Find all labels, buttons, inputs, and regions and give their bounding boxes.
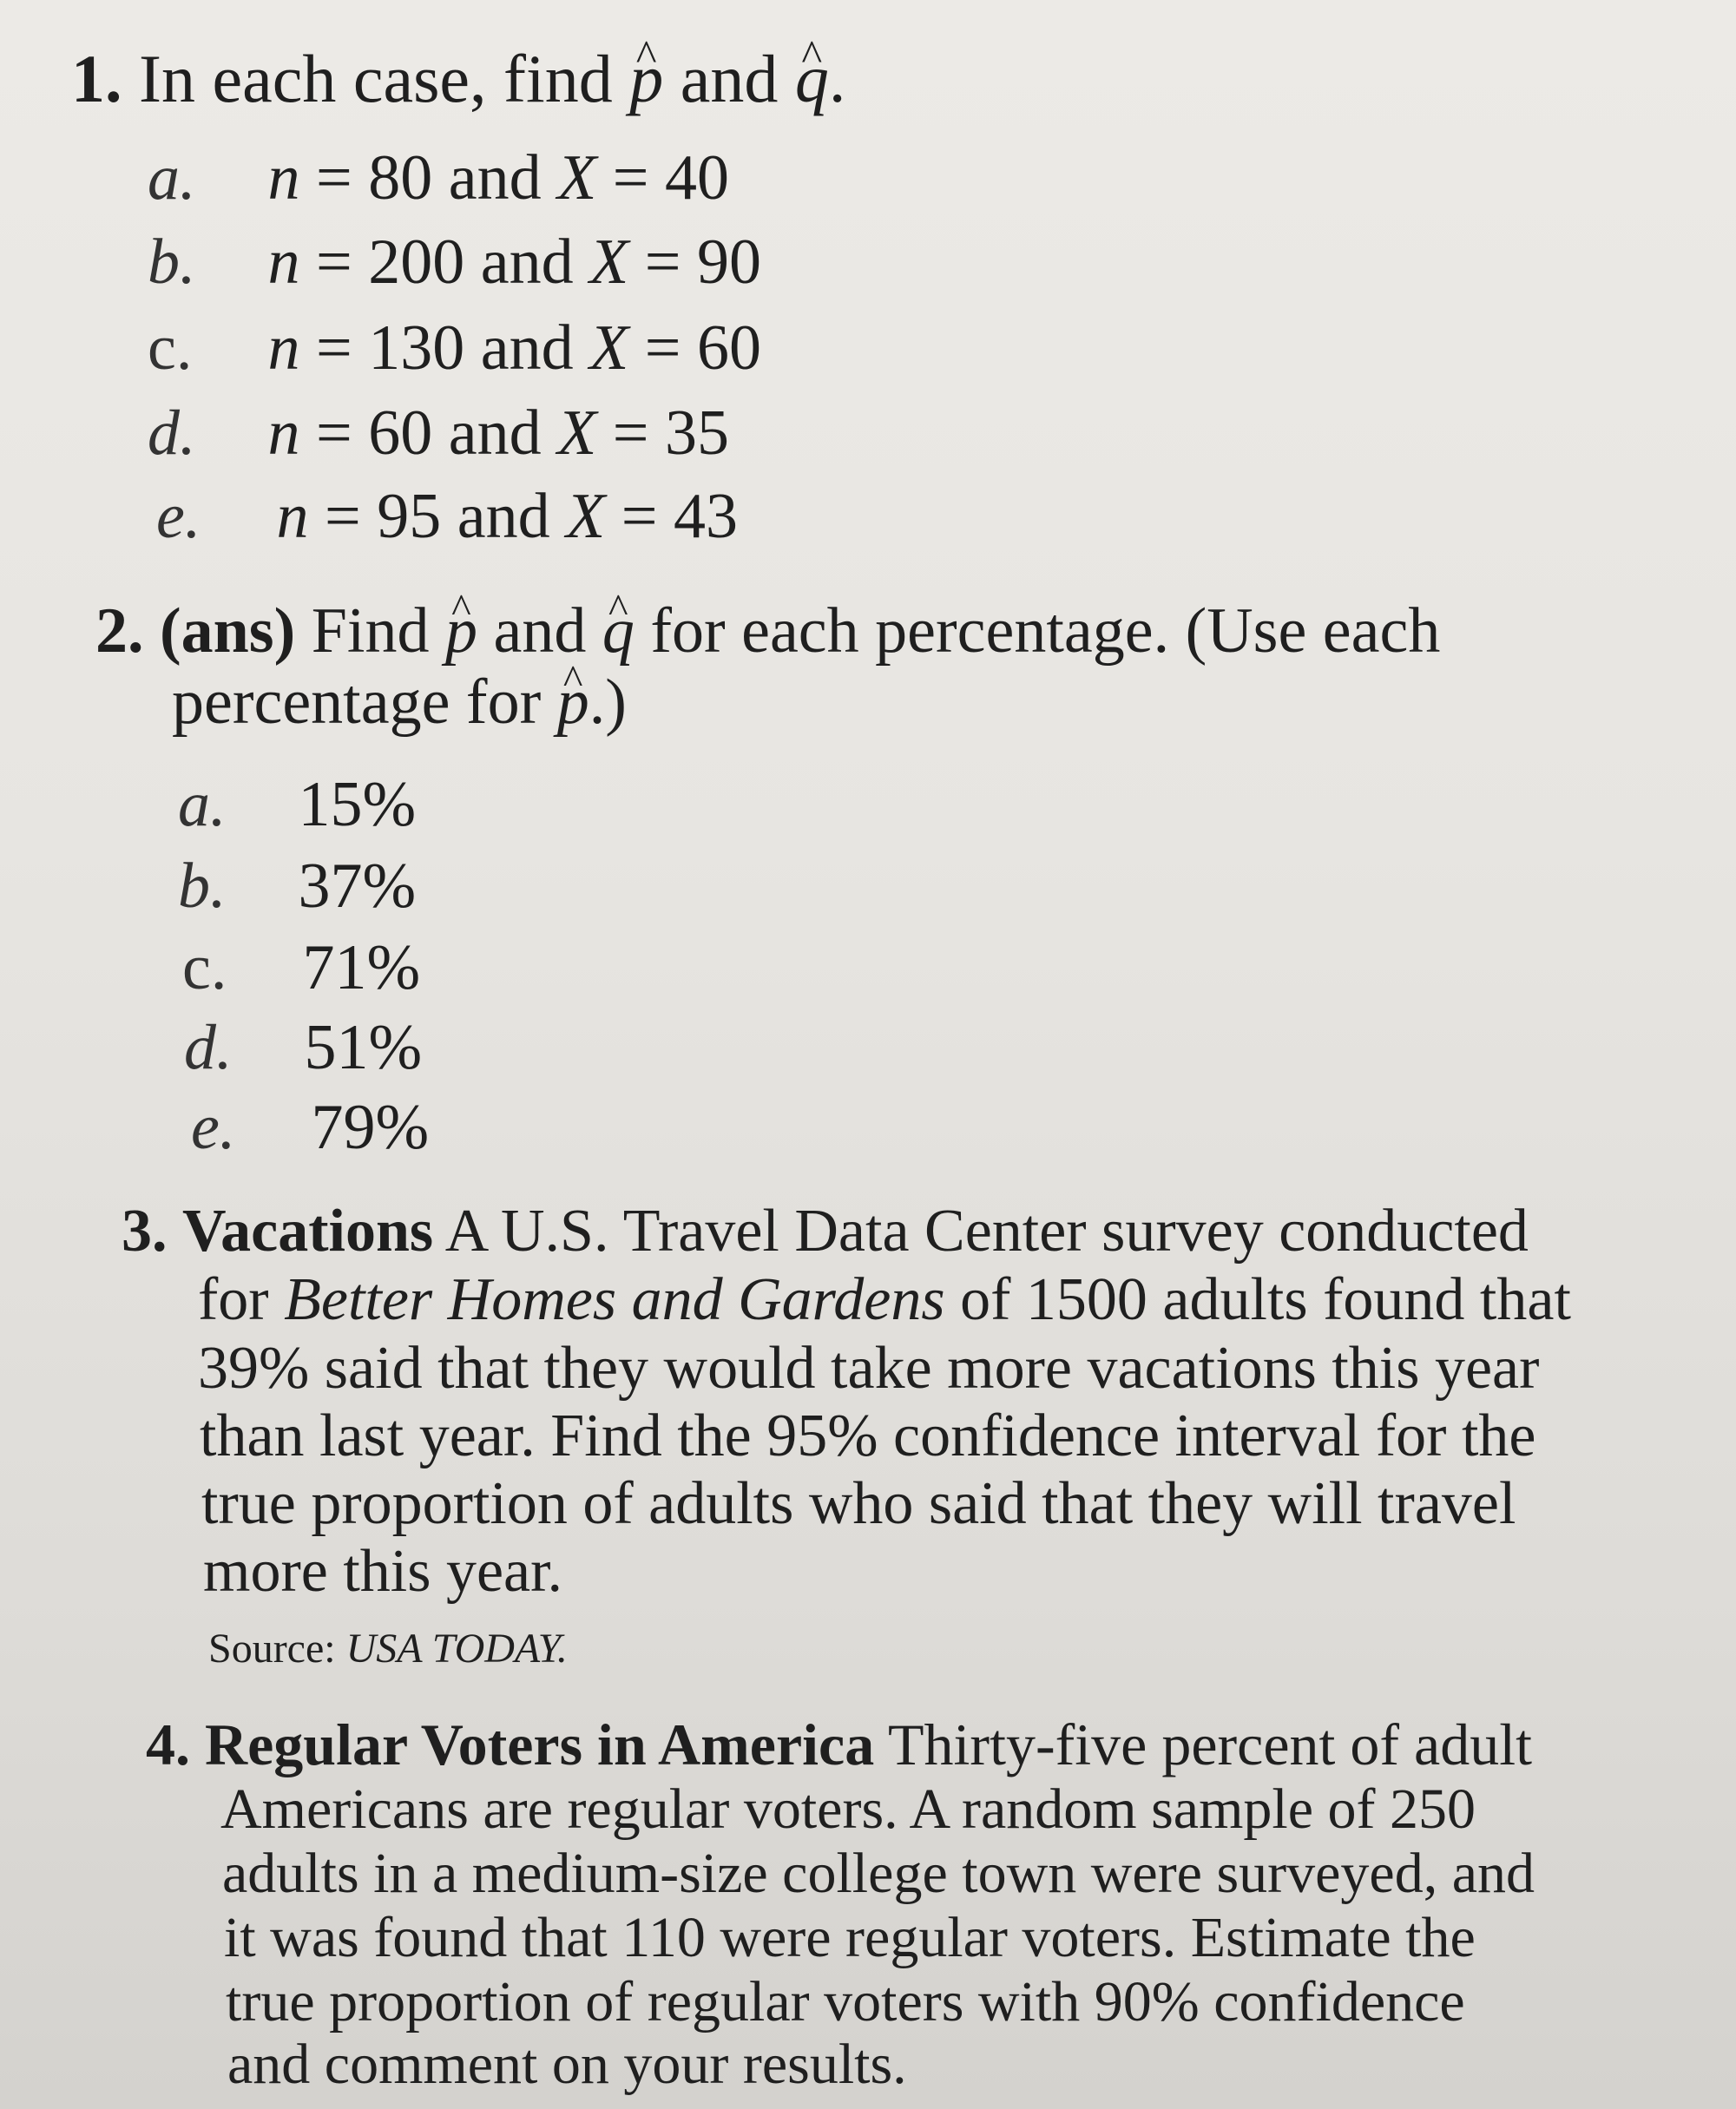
problem-2-text: for each percentage. (Use each	[650, 595, 1441, 667]
problem-2-text: percentage for	[172, 667, 542, 738]
problem-4-number: 4.	[146, 1712, 190, 1777]
problem-2-text: .)	[589, 667, 627, 738]
problem-4-text: Thirty-five percent of adult	[888, 1712, 1533, 1777]
equals-sign: =	[621, 481, 658, 552]
problem-3-number: 3.	[122, 1198, 168, 1265]
q-hat-symbol: ^ q	[795, 45, 829, 113]
problem-2-item-e	[191, 1092, 430, 1163]
n-variable: n	[276, 481, 309, 552]
problem-1-number: 1.	[71, 41, 122, 116]
and-word: and	[480, 227, 574, 298]
problem-1-item-c	[148, 312, 762, 384]
problem-2-text: Find	[311, 595, 430, 667]
item-label: d.	[148, 397, 196, 469]
and-word: and	[680, 41, 779, 116]
problem-2-item-d	[184, 1012, 423, 1083]
equals-sign: =	[612, 397, 649, 469]
percentage-value: 79%	[311, 1092, 430, 1163]
problem-4-text: true proportion of regular voters with 90% confidence	[226, 1970, 1465, 2033]
problem-4-text: and comment on your results.	[227, 2033, 907, 2096]
p-hat-symbol: ^ p	[557, 670, 589, 734]
problem-1-item-d	[148, 397, 730, 469]
n-variable: n	[267, 312, 300, 384]
equals-sign: =	[612, 142, 649, 214]
problem-2-line-1	[95, 595, 1441, 667]
x-value: 35	[665, 397, 730, 469]
item-label: b.	[148, 227, 196, 298]
item-label: c.	[148, 312, 193, 384]
n-value: 200	[368, 227, 465, 298]
problem-4-text: Americans are regular voters. A random sample of 250	[220, 1777, 1476, 1841]
item-label: c.	[182, 932, 227, 1003]
equals-sign: =	[644, 312, 681, 384]
period: .	[828, 41, 846, 116]
percentage-value: 15%	[298, 769, 417, 840]
equals-sign: =	[316, 312, 352, 384]
problem-4-line-1	[146, 1712, 1533, 1777]
item-label: d.	[184, 1012, 233, 1083]
x-variable: X	[589, 312, 629, 384]
p-hat-symbol: ^ p	[629, 45, 663, 113]
problem-1-prompt: In each case, find	[139, 41, 613, 116]
percentage-value: 71%	[302, 932, 421, 1003]
problem-4-line-5	[226, 1970, 1465, 2033]
x-value: 60	[697, 312, 762, 384]
item-label: a.	[178, 769, 227, 840]
problem-2-item-b	[178, 851, 417, 922]
and-word: and	[493, 595, 587, 667]
source-name: USA TODAY.	[345, 1626, 568, 1672]
x-variable: X	[557, 142, 597, 214]
problem-1-item-b	[148, 227, 762, 298]
problem-2-item-c	[182, 932, 421, 1003]
and-word: and	[457, 481, 550, 552]
x-variable: X	[589, 227, 629, 298]
equals-sign: =	[325, 481, 361, 552]
problem-3-text: for	[198, 1266, 269, 1333]
answer-marker: (ans)	[160, 595, 296, 667]
problem-3-text: true proportion of adults who said that they will travel	[201, 1470, 1516, 1537]
problem-3-line-2	[198, 1266, 1571, 1333]
item-label: a.	[148, 142, 196, 214]
item-label: e.	[191, 1092, 236, 1163]
and-word: and	[448, 142, 542, 214]
equals-sign: =	[644, 227, 681, 298]
problem-4-line-4	[224, 1906, 1476, 1969]
problem-4-text: adults in a medium-size college town were surveyed, and	[222, 1842, 1535, 1905]
equals-sign: =	[316, 227, 352, 298]
n-variable: n	[267, 397, 300, 469]
problem-3-text: A U.S. Travel Data Center survey conducted	[444, 1198, 1529, 1265]
problem-1-item-e	[156, 481, 739, 552]
problem-3-line-5	[201, 1470, 1516, 1537]
and-word: and	[480, 312, 574, 384]
problem-3-line-1	[122, 1198, 1529, 1265]
problem-3-text: 39% said that they would take more vacations this year	[198, 1335, 1540, 1402]
equals-sign: =	[316, 142, 352, 214]
problem-2-item-a	[178, 769, 417, 840]
problem-4-line-3	[222, 1842, 1535, 1905]
x-value: 43	[674, 481, 739, 552]
item-label: e.	[156, 481, 201, 552]
magazine-title: Better Homes and Gardens	[284, 1266, 945, 1333]
x-value: 90	[697, 227, 762, 298]
problem-2-number: 2.	[95, 595, 144, 667]
x-variable: X	[557, 397, 597, 469]
problem-3-line-6	[203, 1538, 563, 1605]
percentage-value: 51%	[304, 1012, 423, 1083]
problem-1-item-a	[148, 142, 730, 214]
problem-4-title: Regular Voters in America	[205, 1712, 875, 1777]
q-hat-symbol: ^ q	[602, 599, 635, 663]
item-label: b.	[178, 851, 227, 922]
problem-3-title: Vacations	[182, 1198, 434, 1265]
p-hat-symbol: ^ p	[445, 599, 477, 663]
equals-sign: =	[316, 397, 352, 469]
n-value: 80	[368, 142, 433, 214]
problem-4-line-6	[227, 2033, 907, 2096]
problem-3-text: than last year. Find the 95% confidence interval for the	[200, 1403, 1536, 1469]
problem-3-text: of 1500 adults found that	[960, 1266, 1571, 1333]
n-variable: n	[267, 227, 300, 298]
percentage-value: 37%	[298, 851, 417, 922]
problem-4-text: it was found that 110 were regular voters. Estimate the	[224, 1906, 1476, 1969]
n-value: 60	[368, 397, 433, 469]
problem-1-heading	[71, 41, 846, 116]
n-variable: n	[267, 142, 300, 214]
x-value: 40	[665, 142, 730, 214]
problem-2-line-2	[172, 667, 627, 738]
problem-4-line-2	[220, 1777, 1476, 1841]
problem-3-line-4	[200, 1403, 1536, 1469]
n-value: 95	[377, 481, 442, 552]
problem-3-source	[208, 1628, 568, 1670]
and-word: and	[448, 397, 542, 469]
n-value: 130	[368, 312, 465, 384]
x-variable: X	[566, 481, 606, 552]
problem-3-text: more this year.	[203, 1538, 563, 1605]
source-label: Source:	[208, 1626, 336, 1672]
problem-3-line-3	[198, 1335, 1540, 1402]
